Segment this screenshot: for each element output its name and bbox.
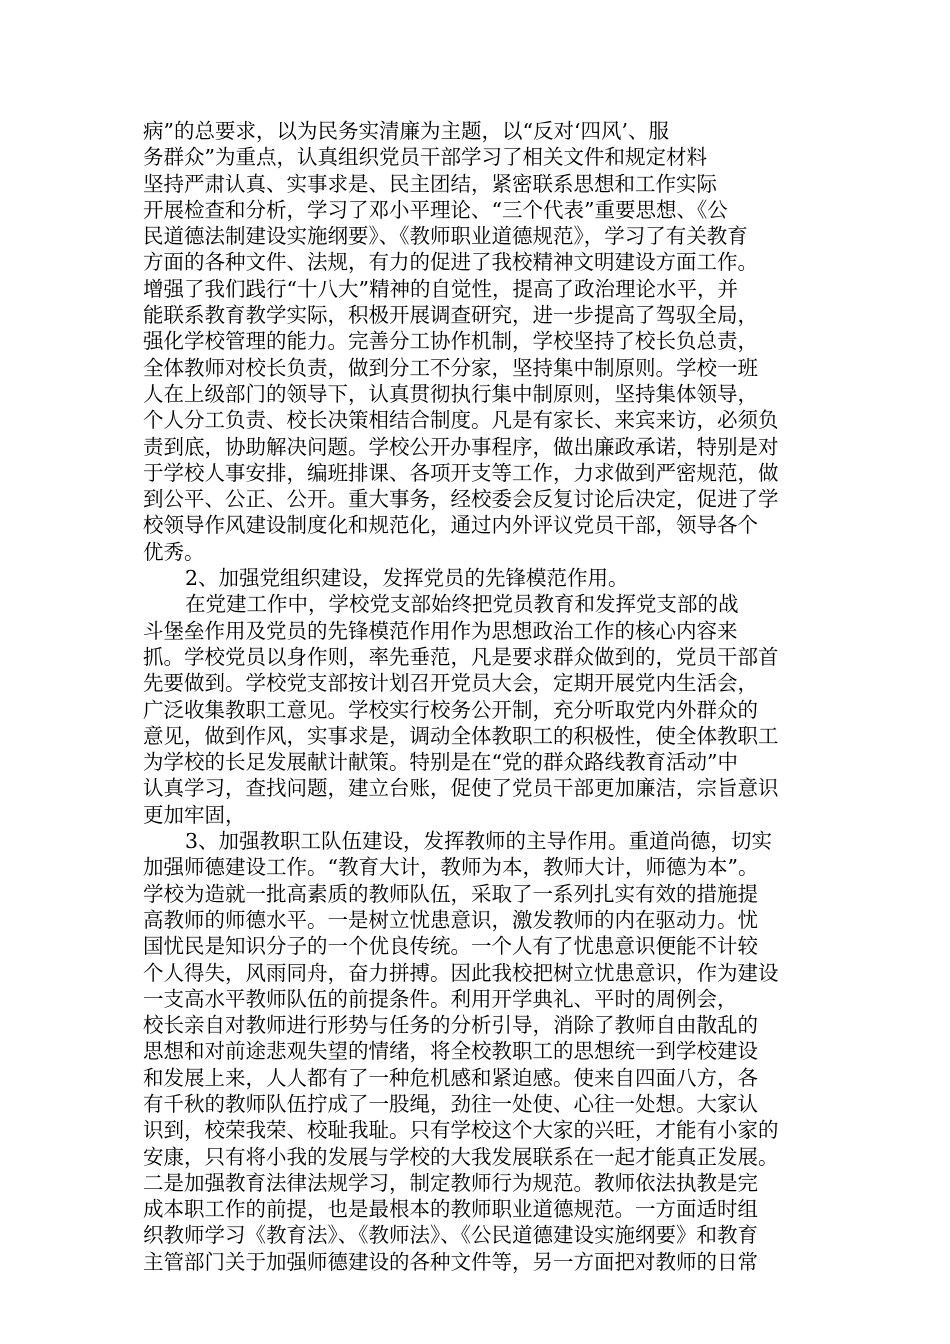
paragraph-2 [143,565,823,591]
text-line: 校领导作风建设制度化和规范化，通过内外评议党员干部，领导各个 [143,513,758,538]
text-line: 方面的各种文件、法规，有力的促进了我校精神文明建设方面工作。 [143,250,758,275]
text-line: 认真学习，查找问题，建立台账，促使了党员干部更加廉洁，宗旨意识 [143,776,779,801]
text-line: 抓。学校党员以身作则，率先垂范，凡是要求群众做到的，党员干部首 [143,644,779,669]
text-line: 民道德法制建设实施纲要》、《教师职业道德规范》，学习了有关教育 [143,224,748,249]
text-line: 意见，做到作风，实事求是，调动全体教职工的积极性，使全体教职工 [143,723,779,748]
text-line: 于学校人事安排，编班排课、各项开支等工作，力求做到严密规范，做 [143,460,779,485]
text-line: 一支高水平教师队伍的前提条件。利用开学典礼、平时的周例会， [143,986,738,1011]
text-line: 成本职工作的前提，也是最根本的教师职业道德规范。一方面适时组 [143,1197,758,1222]
text-line: 病”的总要求，以为民务实清廉为主题，以“反对‘四风’、服 [143,119,669,143]
text-line: 学校为造就一批高素质的教师队伍，采取了一系列扎实有效的措施提 [143,881,758,906]
text-line: 个人得失，风雨同舟，奋力拼搏。因此我校把树立忧患意识，作为建设 [143,960,779,985]
text-line: 人在上级部门的领导下，认真贯彻执行集中制原则，坚持集体领导， [143,381,758,406]
text-line: 校长亲自对教师进行形势与任务的分析引导，消除了教师自由散乱的 [143,1013,758,1038]
text-line: 二是加强教育法律法规学习，制定教师行为规范。教师依法执教是完 [143,1170,758,1195]
text-line: 安康，只有将小我的发展与学校的大我发展联系在一起才能真正发展。 [143,1144,779,1169]
text-line: 高教师的师德水平。一是树立忧患意识，激发教师的内在驱动力。忧 [143,907,758,932]
text-line: 先要做到。学校党支部按计划召开党员大会，定期开展党内生活会， [143,671,758,696]
text-line: 责到底，协助解决问题。学校公开办事程序，做出廉政承诺，特别是对 [143,434,779,459]
text-line: 识到，校荣我荣、校耻我耻。只有学校这个大家的兴旺，才能有小家的 [143,1118,779,1143]
text-line: 坚持严肃认真、实事求是、民主团结，紧密联系思想和工作实际 [143,171,717,196]
text-line: 织教师学习《教育法》、《教师法》、《公民道德建设实施纲要》和教育 [143,1223,758,1248]
text-line: 增强了我们践行“十八大”精神的自觉性，提高了政治理论水平，并 [143,276,738,301]
text-line: 在党建工作中，学校党支部始终把党员教育和发挥党支部的战 [185,592,739,617]
document-page [143,118,823,1275]
text-line: 到公平、公正、公开。重大事务，经校委会反复讨论后决定，促进了学 [143,487,779,512]
paragraph-1 [143,118,823,565]
text-line: 强化学校管理的能力。完善分工协作机制，学校坚持了校长负总责， [143,329,758,354]
text-line: 和发展上来，人人都有了一种危机感和紧迫感。使来自四面八方，各 [143,1065,758,1090]
text-line: 斗堡垒作用及党员的先锋模范作用作为思想政治工作的核心内容来 [143,618,738,643]
text-line: 开展检查和分析，学习了邓小平理论、“三个代表”重要思想、《公 [143,197,728,222]
text-line: 优秀。 [143,539,205,564]
text-line: 2、加强党组织建设，发挥党员的先锋模范作用。 [185,566,629,591]
text-line: 能联系教育教学实际，积极开展调查研究，进一步提高了驾驭全局， [143,303,758,328]
text-line: 3、加强教职工队伍建设，发挥教师的主导作用。重道尚德，切实 [185,829,773,854]
paragraph-4 [143,828,823,1275]
text-line: 更加牢固， [143,802,246,827]
text-line: 国忧民是知识分子的一个优良传统。一个人有了忧患意识便能不计较 [143,934,758,959]
text-line: 务群众”为重点，认真组织党员干部学习了相关文件和规定材料 [143,145,707,170]
text-line: 思想和对前途悲观失望的情绪，将全校教职工的思想统一到学校建设 [143,1039,758,1064]
text-line: 为学校的长足发展献计献策。特别是在“党的群众路线教育活动”中 [143,750,738,775]
text-line: 有千秋的教师队伍拧成了一股绳，劲往一处使、心往一处想。大家认 [143,1091,758,1116]
text-line: 主管部门关于加强师德建设的各种文件等，另一方面把对教师的日常 [143,1249,758,1274]
text-line: 个人分工负责、校长决策相结合制度。凡是有家长、来宾来访，必须负 [143,408,779,433]
paragraph-3 [143,591,823,828]
text-line: 加强师德建设工作。“教育大计，教师为本，教师大计，师德为本”。 [143,855,759,880]
text-line: 全体教师对校长负责，做到分工不分家，坚持集中制原则。学校一班 [143,355,758,380]
text-line: 广泛收集教职工意见。学校实行校务公开制，充分听取党内外群众的 [143,697,758,722]
